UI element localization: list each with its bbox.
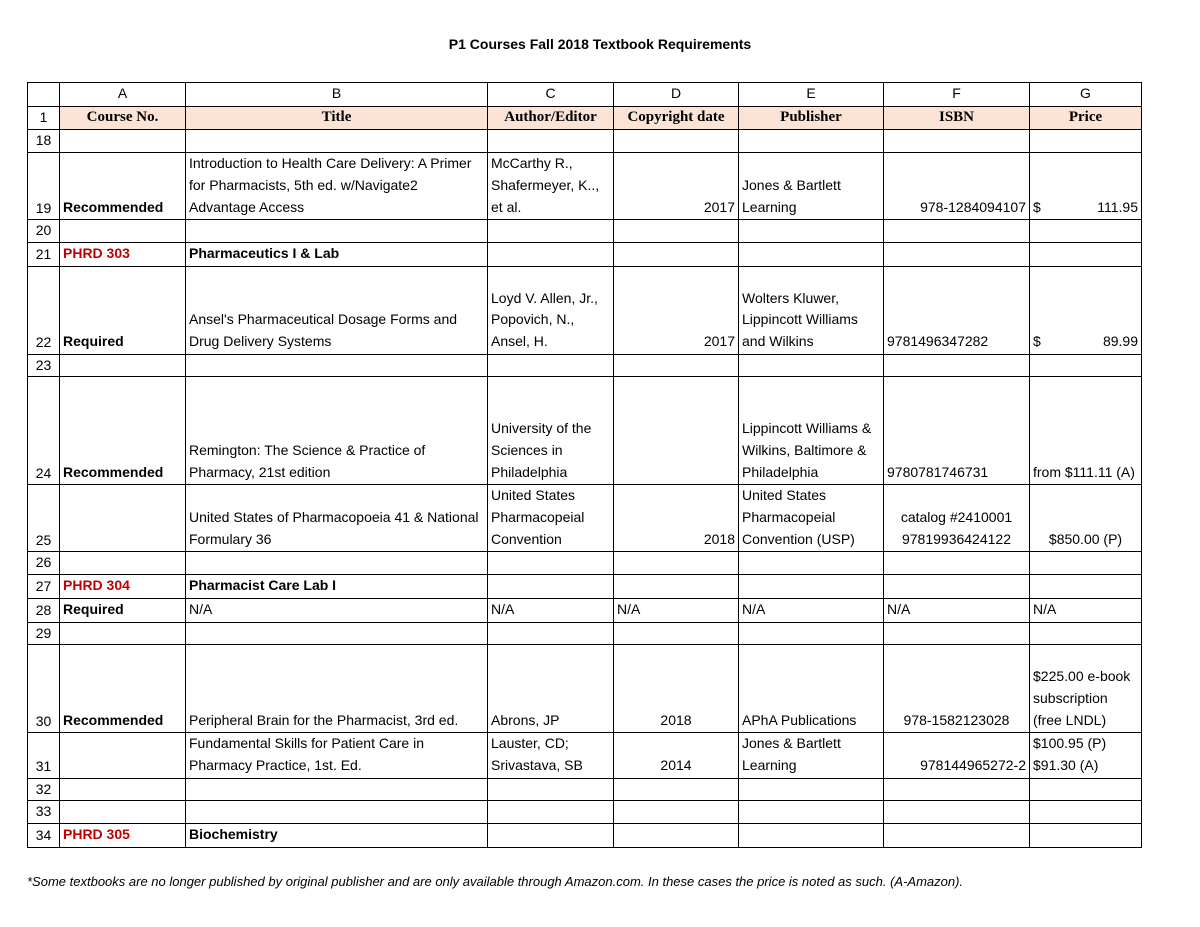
column-letter: E <box>739 83 884 107</box>
row-number: 20 <box>28 220 60 243</box>
author-cell <box>488 220 614 243</box>
isbn-cell <box>884 130 1030 153</box>
author-cell: Lauster, CD; Srivastava, SB <box>488 733 614 778</box>
course-cell: Recommended <box>60 377 186 485</box>
copyright-cell <box>614 354 739 377</box>
publisher-cell <box>739 242 884 266</box>
isbn-cell <box>884 801 1030 824</box>
author-cell <box>488 778 614 801</box>
row-number: 28 <box>28 598 60 622</box>
author-cell <box>488 354 614 377</box>
author-cell: Loyd V. Allen, Jr., Popovich, N., Ansel, H. <box>488 266 614 354</box>
course-cell: Recommended <box>60 153 186 220</box>
isbn-cell: 978144965272-2 <box>884 733 1030 778</box>
course-cell <box>60 552 186 575</box>
isbn-cell: 9780781746731 <box>884 377 1030 485</box>
row-number: 19 <box>28 153 60 220</box>
column-letter: C <box>488 83 614 107</box>
table-row <box>28 266 1142 354</box>
header-title: Title <box>186 106 488 130</box>
textbook-table <box>27 82 1142 848</box>
publisher-cell <box>739 778 884 801</box>
author-cell: Abrons, JP <box>488 645 614 733</box>
title-cell: Fundamental Skills for Patient Care in Pharmacy Practice, 1st. Ed. <box>186 733 488 778</box>
currency-symbol: $ <box>1033 332 1041 349</box>
course-cell: Required <box>60 266 186 354</box>
row-number: 34 <box>28 824 60 848</box>
isbn-cell <box>884 778 1030 801</box>
header-author: Author/Editor <box>488 106 614 130</box>
price-cell <box>1030 824 1142 848</box>
row-number: 26 <box>28 552 60 575</box>
isbn-cell <box>884 242 1030 266</box>
publisher-cell <box>739 622 884 645</box>
row-number: 23 <box>28 354 60 377</box>
title-cell <box>186 220 488 243</box>
publisher-cell: Jones & Bartlett Learning <box>739 733 884 778</box>
price-cell <box>1030 622 1142 645</box>
table-row <box>28 824 1142 848</box>
copyright-cell <box>614 575 739 599</box>
row-number: 22 <box>28 266 60 354</box>
column-letter: D <box>614 83 739 107</box>
author-cell <box>488 130 614 153</box>
author-cell: University of the Sciences in Philadelphia <box>488 377 614 485</box>
copyright-cell: N/A <box>614 598 739 622</box>
copyright-cell <box>614 552 739 575</box>
publisher-cell <box>739 354 884 377</box>
publisher-cell <box>739 575 884 599</box>
footnote: *Some textbooks are no longer published by original publisher and are only available through Amazon.com. In these cases the price is noted as such. (A-Amazon). <box>27 874 964 889</box>
copyright-cell: 2018 <box>614 485 739 552</box>
column-letter: F <box>884 83 1030 107</box>
course-name-cell: Pharmaceutics I & Lab <box>186 242 488 266</box>
course-cell <box>60 130 186 153</box>
course-cell <box>60 801 186 824</box>
row-number: 21 <box>28 242 60 266</box>
table-row <box>28 645 1142 733</box>
table-row <box>28 778 1142 801</box>
copyright-cell <box>614 778 739 801</box>
publisher-cell <box>739 220 884 243</box>
row-number: 18 <box>28 130 60 153</box>
price-cell <box>1030 266 1142 354</box>
price-cell <box>1030 552 1142 575</box>
row-number: 29 <box>28 622 60 645</box>
price-cell <box>1030 153 1142 220</box>
title-cell <box>186 778 488 801</box>
copyright-cell <box>614 377 739 485</box>
row-number: 27 <box>28 575 60 599</box>
price-cell <box>1030 801 1142 824</box>
price-cell: from $111.11 (A) <box>1030 377 1142 485</box>
header-row <box>28 106 1142 130</box>
publisher-cell: Lippincott Williams & Wilkins, Baltimore & Philadelphia <box>739 377 884 485</box>
copyright-cell <box>614 130 739 153</box>
copyright-cell <box>614 622 739 645</box>
table-row <box>28 598 1142 622</box>
price-cell: $225.00 e-book subscription (free LNDL) <box>1030 645 1142 733</box>
table-row <box>28 354 1142 377</box>
row-number: 32 <box>28 778 60 801</box>
course-cell <box>60 485 186 552</box>
copyright-cell <box>614 801 739 824</box>
price-cell <box>1030 242 1142 266</box>
isbn-cell <box>884 824 1030 848</box>
title-cell: Remington: The Science & Practice of Pharmacy, 21st edition <box>186 377 488 485</box>
column-letter-row <box>28 83 1142 107</box>
table-row <box>28 377 1142 485</box>
price-cell: $850.00 (P) <box>1030 485 1142 552</box>
isbn-cell: 978-1284094107 <box>884 153 1030 220</box>
publisher-cell: Jones & Bartlett Learning <box>739 153 884 220</box>
publisher-cell: Wolters Kluwer, Lippincott Williams and Wilkins <box>739 266 884 354</box>
author-cell <box>488 824 614 848</box>
publisher-cell <box>739 130 884 153</box>
price-cell <box>1030 354 1142 377</box>
column-letter: A <box>60 83 186 107</box>
author-cell: McCarthy R., Shafermeyer, K.., et al. <box>488 153 614 220</box>
isbn-cell <box>884 622 1030 645</box>
header-course-no: Course No. <box>60 106 186 130</box>
author-cell <box>488 242 614 266</box>
table-row <box>28 130 1142 153</box>
table-row <box>28 575 1142 599</box>
isbn-cell <box>884 575 1030 599</box>
title-cell: N/A <box>186 598 488 622</box>
isbn-cell <box>884 354 1030 377</box>
title-cell: Ansel's Pharmaceutical Dosage Forms and Drug Delivery Systems <box>186 266 488 354</box>
price-cell <box>1030 575 1142 599</box>
header-publisher: Publisher <box>739 106 884 130</box>
row-number: 24 <box>28 377 60 485</box>
course-cell: Recommended <box>60 645 186 733</box>
column-letter: B <box>186 83 488 107</box>
currency-symbol: $ <box>1033 198 1041 215</box>
author-cell <box>488 622 614 645</box>
table-row <box>28 485 1142 552</box>
course-cell <box>60 733 186 778</box>
copyright-cell <box>614 220 739 243</box>
corner-cell <box>28 83 60 107</box>
title-cell <box>186 801 488 824</box>
price-cell: N/A <box>1030 598 1142 622</box>
table-row <box>28 242 1142 266</box>
course-code-cell: PHRD 303 <box>60 242 186 266</box>
isbn-cell: catalog #2410001 97819936424122 <box>884 485 1030 552</box>
copyright-cell: 2017 <box>614 153 739 220</box>
title-cell <box>186 552 488 575</box>
copyright-cell <box>614 824 739 848</box>
row-number: 30 <box>28 645 60 733</box>
price-amount: 111.95 <box>1097 198 1138 215</box>
table-row <box>28 153 1142 220</box>
title-cell <box>186 354 488 377</box>
publisher-cell <box>739 801 884 824</box>
course-name-cell: Biochemistry <box>186 824 488 848</box>
header-price: Price <box>1030 106 1142 130</box>
publisher-cell: United States Pharmacopeial Convention (USP) <box>739 485 884 552</box>
author-cell <box>488 801 614 824</box>
isbn-cell <box>884 220 1030 243</box>
table-row <box>28 801 1142 824</box>
course-cell <box>60 622 186 645</box>
course-cell: Required <box>60 598 186 622</box>
author-cell: United States Pharmacopeial Convention <box>488 485 614 552</box>
price-amount: 89.99 <box>1102 332 1138 349</box>
course-name-cell: Pharmacist Care Lab I <box>186 575 488 599</box>
isbn-cell: N/A <box>884 598 1030 622</box>
price-cell: $100.95 (P) $91.30 (A) <box>1030 733 1142 778</box>
title-cell: Introduction to Health Care Delivery: A Primer for Pharmacists, 5th ed. w/Navigate2 Advantage Access <box>186 153 488 220</box>
publisher-cell <box>739 552 884 575</box>
course-cell <box>60 354 186 377</box>
table-row <box>28 622 1142 645</box>
row-number: 25 <box>28 485 60 552</box>
page-title: P1 Courses Fall 2018 Textbook Requirements <box>448 36 752 52</box>
row-number: 33 <box>28 801 60 824</box>
course-code-cell: PHRD 305 <box>60 824 186 848</box>
price-cell <box>1030 130 1142 153</box>
title-cell <box>186 130 488 153</box>
course-code-cell: PHRD 304 <box>60 575 186 599</box>
row-number: 31 <box>28 733 60 778</box>
publisher-cell <box>739 824 884 848</box>
course-cell <box>60 220 186 243</box>
table-row <box>28 552 1142 575</box>
copyright-cell: 2014 <box>614 733 739 778</box>
publisher-cell: APhA Publications <box>739 645 884 733</box>
title-cell: Peripheral Brain for the Pharmacist, 3rd ed. <box>186 645 488 733</box>
column-letter: G <box>1030 83 1142 107</box>
price-cell <box>1030 220 1142 243</box>
isbn-cell: 9781496347282 <box>884 266 1030 354</box>
copyright-cell <box>614 242 739 266</box>
isbn-cell: 978-1582123028 <box>884 645 1030 733</box>
title-cell: United States of Pharmacopoeia 41 & National Formulary 36 <box>186 485 488 552</box>
header-isbn: ISBN <box>884 106 1030 130</box>
price-cell <box>1030 778 1142 801</box>
copyright-cell: 2018 <box>614 645 739 733</box>
author-cell <box>488 552 614 575</box>
isbn-cell <box>884 552 1030 575</box>
header-copyright: Copyright date <box>614 106 739 130</box>
title-cell <box>186 622 488 645</box>
author-cell <box>488 575 614 599</box>
row-number: 1 <box>28 106 60 130</box>
author-cell: N/A <box>488 598 614 622</box>
table-row <box>28 733 1142 778</box>
copyright-cell: 2017 <box>614 266 739 354</box>
course-cell <box>60 778 186 801</box>
publisher-cell: N/A <box>739 598 884 622</box>
table-row <box>28 220 1142 243</box>
